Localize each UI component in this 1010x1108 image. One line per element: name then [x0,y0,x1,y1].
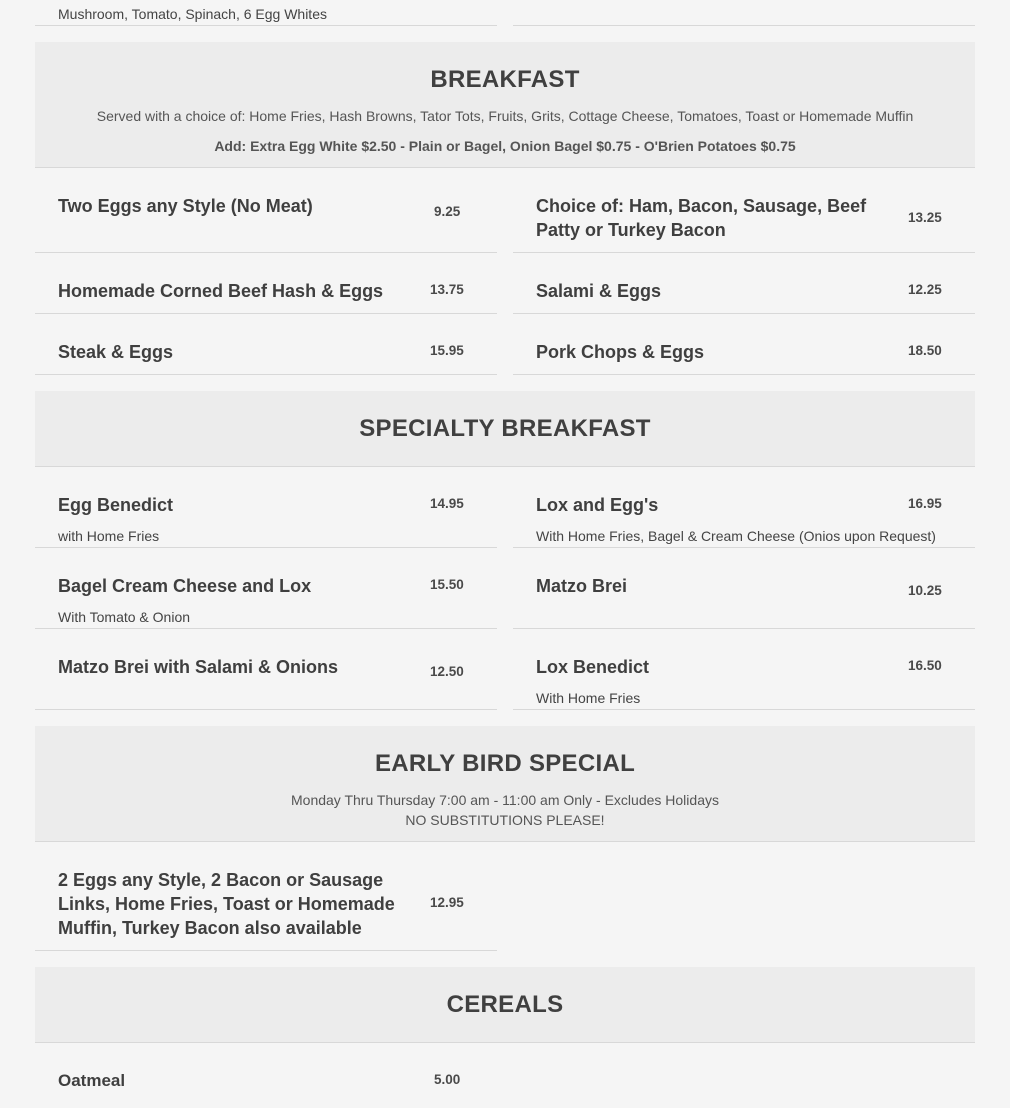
menu-item-card[interactable] [513,168,975,253]
menu-item-card[interactable] [513,467,975,548]
section-title: EARLY BIRD SPECIAL [374,750,636,777]
section-title: CEREALS [446,991,564,1018]
item-price: 5.00 [434,1072,461,1087]
menu-item-card[interactable] [35,253,497,314]
menu-item-card[interactable] [35,467,497,548]
item-price: 16.50 [908,658,942,673]
item-name: Choice of: Ham, Bacon, Sausage, Beef Patty or Turkey Bacon [536,196,867,240]
item-description: With Home Fries, Bagel & Cream Cheese (Onios upon Request) [536,528,936,544]
item-description: Mushroom, Tomato, Spinach, 6 Egg Whites [58,6,327,22]
item-name: Oatmeal [58,1071,126,1090]
item-name: Pork Chops & Eggs [536,342,705,362]
item-price: 13.25 [908,210,942,225]
item-price: 18.50 [908,343,942,358]
section-addons: Add: Extra Egg White $2.50 - Plain or Bagel, Onion Bagel $0.75 - O'Brien Potatoes $0.75 [214,138,796,154]
section-header-specialty-breakfast [35,391,975,467]
menu-item-card[interactable] [513,629,975,710]
item-name: Lox Benedict [536,657,650,677]
item-name: Egg Benedict [58,495,174,515]
section-header-early-bird [35,726,975,842]
item-name: Matzo Brei [536,576,628,596]
menu-item-card[interactable] [35,1043,497,1108]
item-name: Homemade Corned Beef Hash & Eggs [58,281,384,301]
section-notice: NO SUBSTITUTIONS PLEASE! [405,812,605,828]
item-name: Bagel Cream Cheese and Lox [58,576,312,596]
menu-item-card [35,0,497,26]
menu-item-card[interactable] [35,314,497,375]
section-title: SPECIALTY BREAKFAST [359,415,651,442]
item-price: 12.50 [430,664,464,679]
section-subtitle: Monday Thru Thursday 7:00 am - 11:00 am Only - Excludes Holidays [291,792,719,808]
menu-item-card[interactable] [35,548,497,629]
item-price: 16.95 [908,496,942,511]
menu-item-card[interactable] [35,629,497,710]
section-title: BREAKFAST [430,66,580,93]
item-description: With Home Fries [536,690,641,706]
section-header-breakfast [35,42,975,168]
item-price: 9.25 [434,204,461,219]
item-price: 12.95 [430,895,464,910]
section-header-cereals [35,967,975,1043]
menu-item-card[interactable] [513,314,975,375]
item-name: 2 Eggs any Style, 2 Bacon or Sausage Links, Home Fries, Toast or Homemade Muffin, Turkey Bacon also available [58,870,395,938]
item-description: With Tomato & Onion [58,609,191,625]
menu-item-card[interactable] [513,548,975,629]
item-price: 15.50 [430,577,464,592]
item-name: Lox and Egg's [536,495,659,515]
item-name: Salami & Eggs [536,281,662,301]
menu-item-card[interactable] [35,842,497,951]
item-name: Two Eggs any Style (No Meat) [58,196,313,216]
item-name: Steak & Eggs [58,342,174,362]
menu-item-card[interactable] [513,253,975,314]
menu-item-card [513,0,975,26]
menu-item-card[interactable] [35,168,497,253]
item-price: 12.25 [908,282,942,297]
item-price: 13.75 [430,282,464,297]
item-price: 15.95 [430,343,464,358]
item-name: Matzo Brei with Salami & Onions [58,657,339,677]
section-subtitle: Served with a choice of: Home Fries, Hash Browns, Tator Tots, Fruits, Grits, Cottage Cheese, Tomatoes, Toast or Homemade Muffin [96,108,914,124]
item-price: 10.25 [908,583,942,598]
item-price: 14.95 [430,496,464,511]
item-description: with Home Fries [58,528,160,544]
